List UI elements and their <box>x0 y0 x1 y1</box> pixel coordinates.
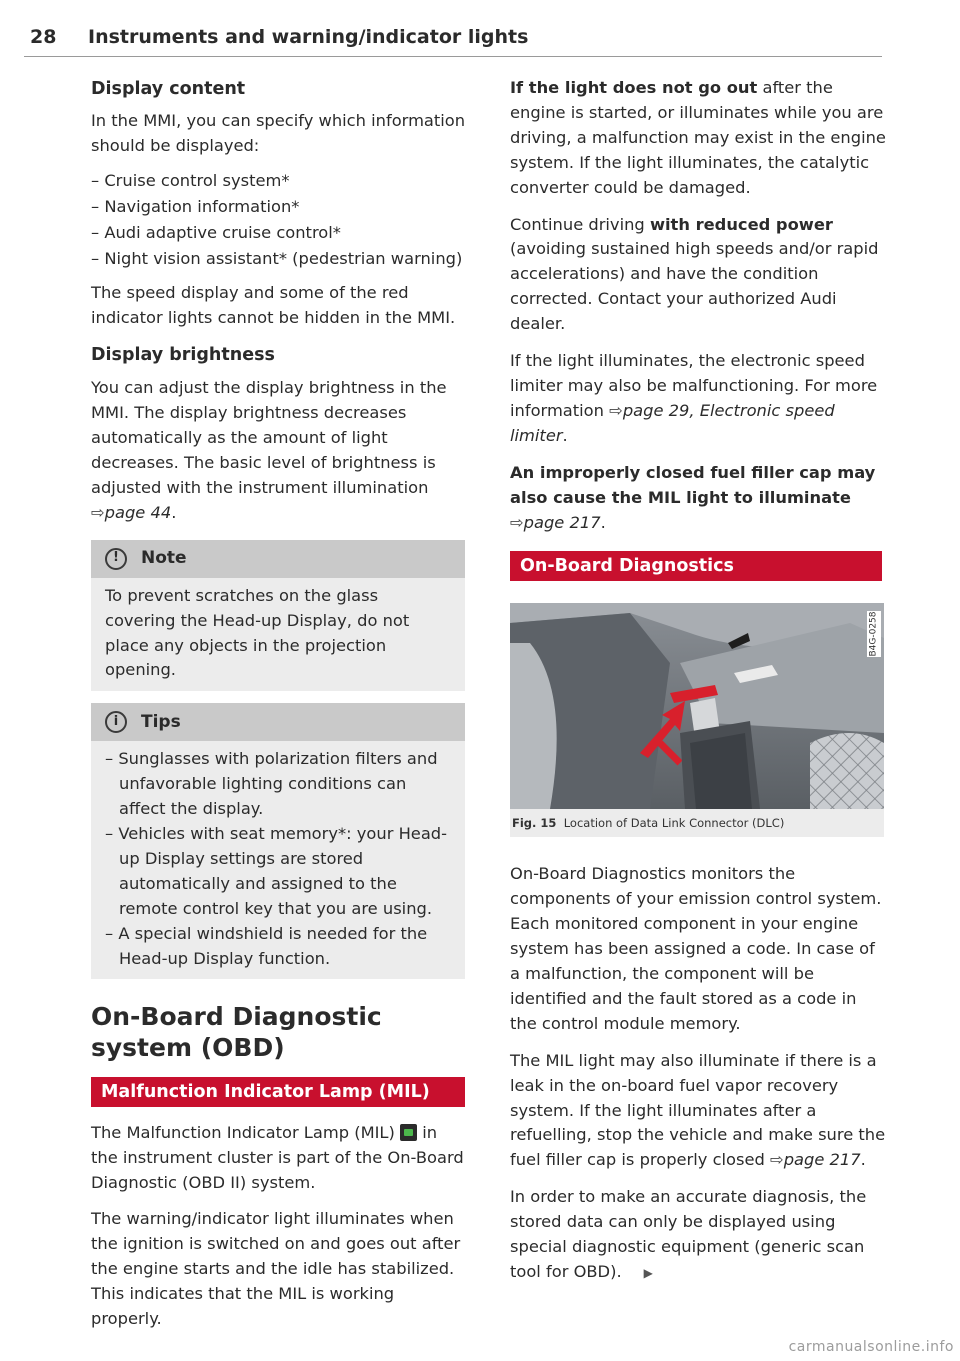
paragraph: On-Board Diagnostics monitors the components of your emission control system. Each monitored component in your engine system has been assigned a code. In case of a malfunction, the component will be identified and the fault stored as a code in the control module memory. <box>510 864 882 1033</box>
display-content-list <box>91 169 467 272</box>
list-item: – Vehicles with seat memory*: your Head-up Display settings are stored automatically and assigned to the remote control key that you are using. <box>105 824 448 918</box>
info-icon: i <box>105 711 127 733</box>
page-link[interactable]: page 44 <box>104 502 172 522</box>
list-item: – Audi adaptive cruise control* <box>91 222 341 242</box>
list-item: – Night vision assistant* (pedestrian warning) <box>91 248 463 268</box>
ref-arrow-icon: ⇨ <box>609 400 623 420</box>
mil-text-2: The warning/indicator light illuminates when the ignition is switched on and goes out after the engine starts and the idle has stabilized. This indicates that the MIL is working properly. <box>91 1209 461 1328</box>
obd-heading: On-Board Diagnostic system (OBD) <box>91 1002 382 1063</box>
figure <box>510 603 884 837</box>
page-link[interactable]: page 217 <box>783 1150 861 1170</box>
display-brightness-heading: Display brightness <box>91 345 275 366</box>
continue-arrow-icon: ▶ <box>643 1266 653 1280</box>
paragraph: If the light does not go out after the engine is started, or illuminates while you are driving, a malfunction may exist in the engine system. If the light illuminates, the catalytic converter could be damaged. <box>510 78 886 197</box>
display-content-heading: Display content <box>91 79 246 99</box>
ref-arrow-icon: ⇨ <box>510 512 524 532</box>
page-link[interactable]: page 29, Electronic speed limiter <box>510 400 835 445</box>
figure-code: B4G-0258 <box>867 611 881 657</box>
page-number: 28 <box>30 26 57 48</box>
display-content-intro: In the MMI, you can specify which information should be displayed: <box>91 111 466 155</box>
ref-arrow-icon: ⇨ <box>91 502 105 522</box>
figure-caption: Fig. 15 Location of Data Link Connector (DLC) <box>510 809 884 837</box>
footwell-illustration <box>510 603 884 809</box>
list-item: – Sunglasses with polarization filters and unfavorable lighting conditions can affect the display. <box>105 749 438 819</box>
mil-text: The Malfunction Indicator Lamp (MIL) in the instrument cluster is part of the On-Board Diagnostic (OBD II) system. <box>91 1123 464 1193</box>
paragraph: The MIL light may also illuminate if there is a leak in the on-board fuel vapor recovery system. If the light illuminates after a refuelling, stop the vehicle and make sure the fuel filler cap is properly closed ⇨page 217. <box>510 1050 886 1170</box>
dlc-location-image <box>510 603 884 809</box>
paragraph: Continue driving with reduced power (avoiding sustained high speeds and/or rapid accelerations) and have the condition corrected. Contact your authorized Audi dealer. <box>510 214 879 334</box>
note-box <box>91 540 465 692</box>
figure-label: Fig. 15 <box>512 816 557 831</box>
tips-list <box>105 747 451 971</box>
tips-box <box>91 703 465 979</box>
list-item: – A special windshield is needed for the Head-up Display function. <box>105 923 428 968</box>
list-item: – Cruise control system* <box>91 170 290 190</box>
tips-title: Tips <box>141 711 181 732</box>
footer-watermark: carmanualsonline.info <box>788 1339 954 1355</box>
note-text: To prevent scratches on the glass covering the Head-up Display, do not place any objects in the projection opening. <box>105 585 410 680</box>
paragraph: In order to make an accurate diagnosis, the stored data can only be displayed using special diagnostic equipment (generic scan tool for OBD). ▶ <box>510 1185 888 1286</box>
ref-arrow-icon: ⇨ <box>770 1150 784 1170</box>
list-item: – Navigation information* <box>91 196 300 216</box>
warning-icon: ! <box>105 548 127 570</box>
tips-header <box>91 703 465 741</box>
left-column <box>91 76 467 1332</box>
display-brightness-text: You can adjust the display brightness in the MMI. The display brightness decreases automatically as the amount of light decreases. The basic level of brightness is adjusted with the instrument illumination ⇨page 44. <box>91 378 447 522</box>
paragraph: An improperly closed fuel filler cap may also cause the MIL light to illuminate ⇨page 217. <box>510 462 876 532</box>
display-content-after: The speed display and some of the red indicator lights cannot be hidden in the MMI. <box>91 283 456 328</box>
header-title: Instruments and warning/indicator lights <box>88 26 529 48</box>
paragraph: If the light illuminates, the electronic speed limiter may also be malfunctioning. For more information ⇨page 29, Electronic speed limiter. <box>510 351 878 445</box>
page-header <box>24 26 882 57</box>
page-link[interactable]: page 217 <box>523 512 601 532</box>
mil-section-bar: Malfunction Indicator Lamp (MIL) <box>91 1077 465 1107</box>
note-header <box>91 540 465 578</box>
obd-section-bar: On-Board Diagnostics <box>510 551 882 581</box>
mil-indicator-icon <box>400 1124 417 1141</box>
right-column <box>510 76 888 1286</box>
note-title: Note <box>141 548 187 569</box>
